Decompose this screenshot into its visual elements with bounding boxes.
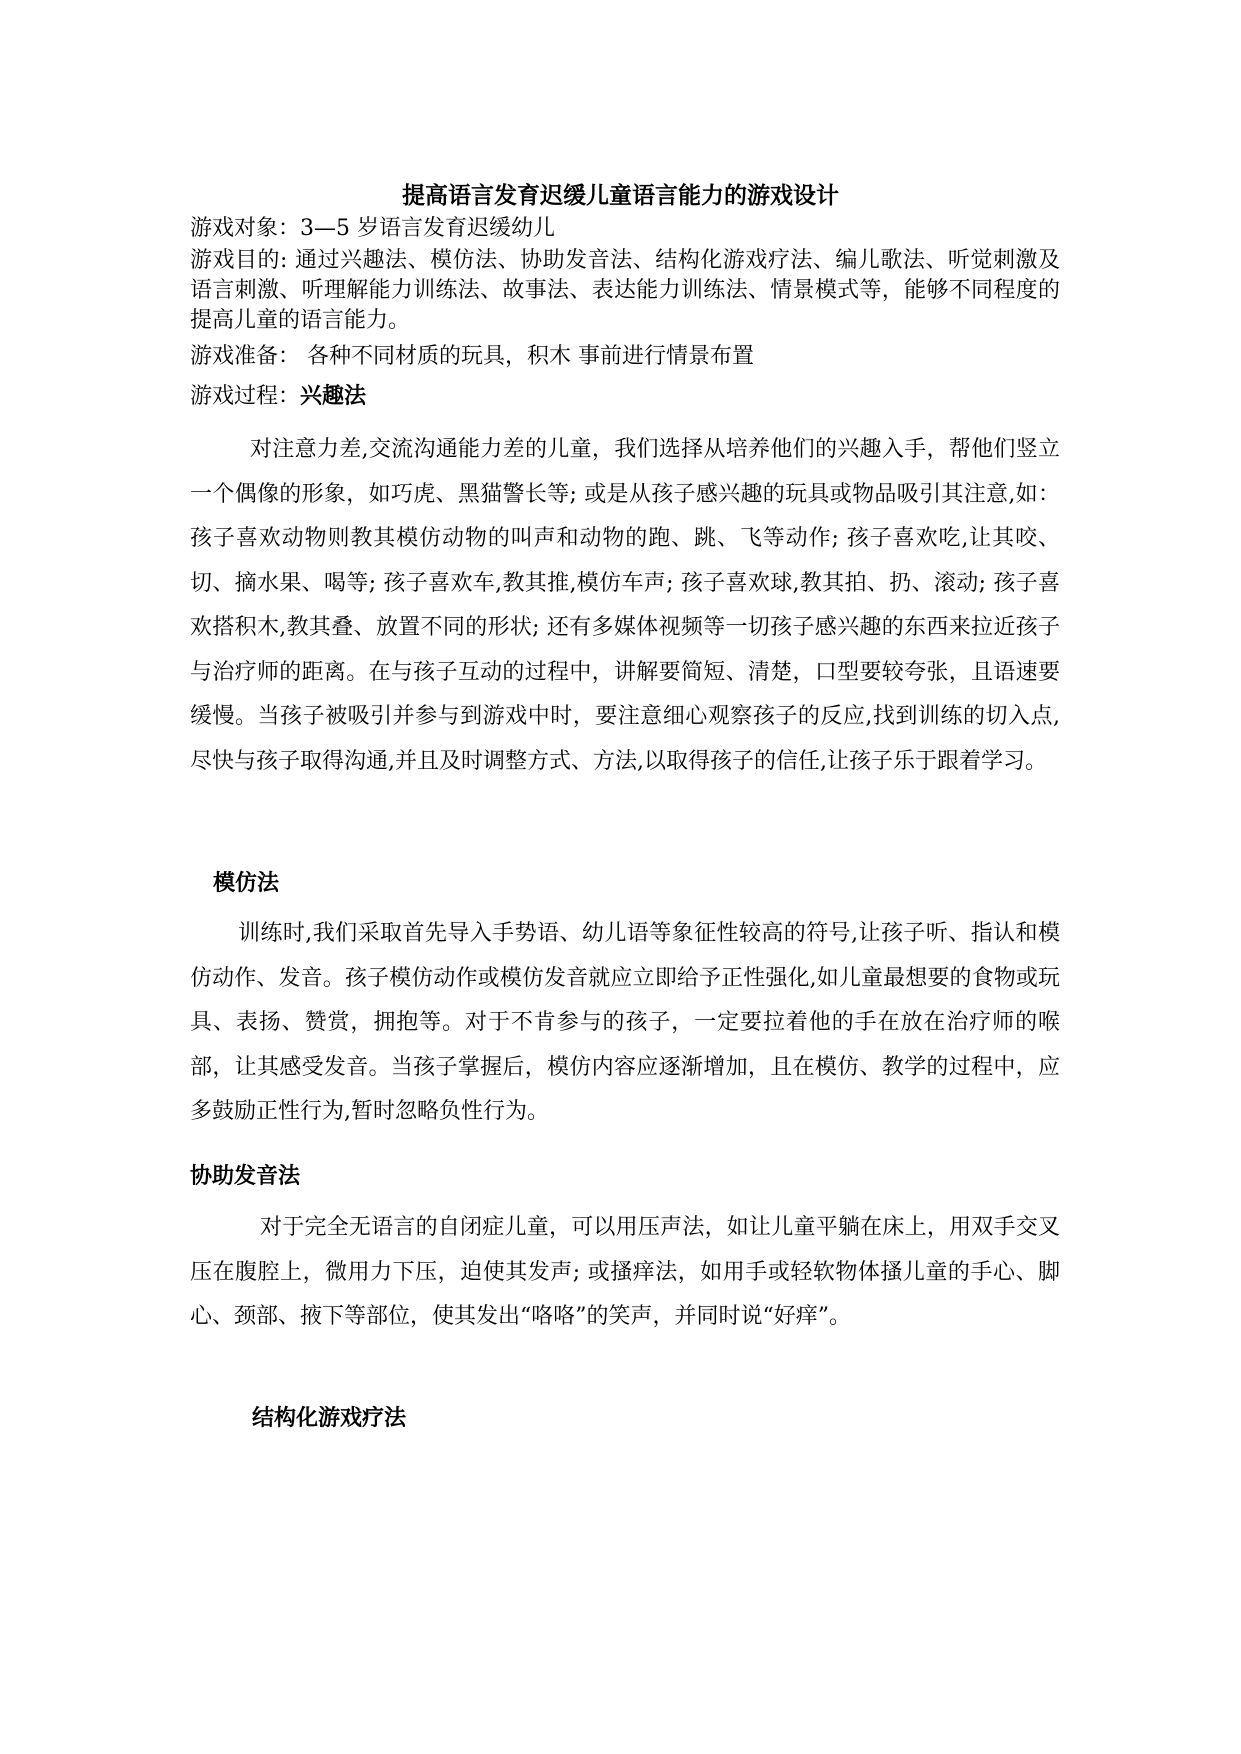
paragraph-articulation: 对于完全无语言的自闭症儿童，可以用压声法，如让儿童平躺在床上，用双手交叉压在腹腔上，微用力下压，迫使其发声; 或搔痒法，如用手或轻软物体搔儿童的手心、脚心、颈部、掖下等部位，使其发出“咯咯”的笑声，并同时说“好痒”。 (190, 1215, 1060, 1329)
document-title: 提高语言发育迟缓儿童语言能力的游戏设计 (402, 183, 839, 209)
meta-purpose-label: 游戏目的: (190, 248, 288, 273)
meta-target-value: 3—5 岁语言发育迟缓幼儿 (300, 216, 556, 241)
section-heading-structured: 结构化游戏疗法 (252, 1406, 407, 1431)
section-heading-articulation: 协助发音法 (190, 1164, 301, 1189)
paragraph-imitation: 训练时,我们采取首先导入手势语、幼儿语等象征性较高的符号,让孩子听、指认和模仿动作、发音。孩子模仿动作或模仿发音就应立即给予正性强化,如儿童最想要的食物或玩具、表扬、赞赏，拥抱等。对于不肯参与的孩子，一定要拉着他的手在放在治疗师的喉部，让其感受发音。当孩子掌握后，模仿内容应逐渐增加，且在模仿、教学的过程中，应多鼓励正性行为,暂时忽略负性行为。 (190, 921, 1060, 1124)
meta-prep-line (190, 342, 1060, 372)
meta-target-line (190, 214, 1060, 244)
meta-prep-label: 游戏准备： (190, 344, 301, 369)
paragraph-interest: 对注意力差,交流沟通能力差的儿童，我们选择从培养他们的兴趣入手，帮他们竖立一个偶像的形象，如巧虎、黑猫警长等; 或是从孩子感兴趣的玩具或物品吸引其注意,如：孩子喜欢动物则教其模仿动物的叫声和动物的跑、跳、飞等动作; 孩子喜欢吃,让其咬、切、摘水果、喝等; 孩子喜欢车,教其推,模仿车声; 孩子喜欢球,教其拍、扔、滚动; 孩子喜欢搭积木,教其叠、放置不同的形状; 还有多媒体视频等一切孩子感兴趣的东西来拉近孩子与治疗师的距离。在与孩子互动的过程中，讲解要简短、清楚，口型要较夸张，且语速要缓慢。当孩子被吸引并参与到游戏中时，要注意细心观察孩子的反应,找到训练的切入点,尽快与孩子取得沟通,并且及时调整方式、方法,以取得孩子的信任,让孩子乐于跟着学习。 (190, 437, 1060, 774)
meta-process-label: 游戏过程： (190, 384, 301, 409)
section-heading-interest: 兴趣法 (300, 384, 367, 409)
section-heading-imitation: 模仿法 (213, 871, 280, 896)
meta-process-line (190, 382, 1060, 412)
meta-prep-value: 各种不同材质的玩具，积木 事前进行情景布置 (300, 344, 755, 369)
meta-purpose-line (190, 246, 1060, 336)
meta-purpose-value: 通过兴趣法、模仿法、协助发音法、结构化游戏疗法、编儿歌法、听觉刺激及语言刺激、听理解能力训练法、故事法、表达能力训练法、情景模式等，能够不同程度的提高儿童的语言能力。 (190, 248, 1060, 333)
meta-target-label: 游戏对象： (190, 216, 301, 241)
